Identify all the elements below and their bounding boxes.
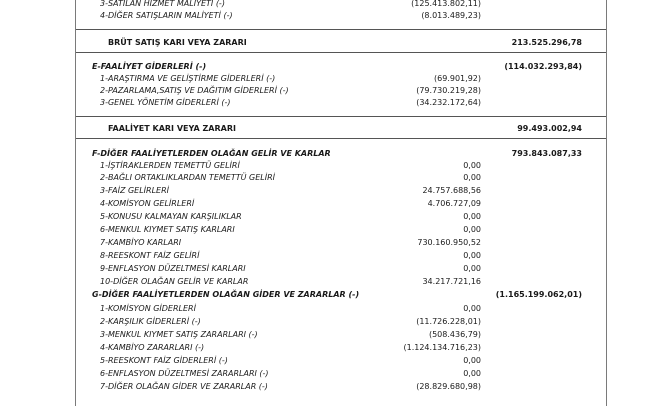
statement-row [76,224,606,236]
row-sub-amount: 0,00 [463,225,481,234]
row-sub-amount: 0,00 [463,304,481,313]
row-total-amount: 213.525.296,78 [511,38,582,47]
statement-row [76,97,606,109]
row-label: 4-DİĞER SATIŞLARIN MALİYETİ (-) [100,11,233,20]
row-label: 8-REESKONT FAİZ GELİRİ [100,251,200,260]
row-label: 3-SATILAN HİZMET MALİYETİ (-) [100,0,225,8]
section-divider [76,138,606,139]
row-sub-amount: (28.829.680,98) [416,382,481,391]
row-sub-amount: 730.160.950,52 [417,238,481,247]
row-sub-amount: (34.232.172,64) [416,98,481,107]
row-sub-amount: 0,00 [463,161,481,170]
statement-row [76,355,606,367]
row-label: 3-GENEL YÖNETİM GİDERLERİ (-) [100,98,231,107]
row-sub-amount: (11.726.228,01) [416,317,481,326]
statement-row [76,172,606,184]
row-total-amount: (114.032.293,84) [504,62,582,71]
statement-row [76,0,606,10]
row-sub-amount: (8.013.489,23) [421,11,481,20]
row-sub-amount: 0,00 [463,356,481,365]
row-sub-amount: 0,00 [463,369,481,378]
row-label: 6-MENKUL KIYMET SATIŞ KARLARI [100,225,235,234]
row-total-amount: 99.493.002,94 [517,124,582,133]
row-label: 2-BAĞLI ORTAKLIKLARDAN TEMETTÜ GELİRİ [100,173,275,182]
statement-row [76,211,606,223]
statement-row [76,250,606,262]
row-label: 9-ENFLASYON DÜZELTMESİ KARLARI [100,264,246,273]
section-divider [76,52,606,53]
row-label: 4-KAMBİYO ZARARLARI (-) [100,343,205,352]
row-sub-amount: (1.124.134.716,23) [403,343,481,352]
statement-row [76,368,606,380]
row-sub-amount: 34.217.721,16 [422,277,481,286]
statement-total-row [76,123,606,135]
row-label: E-FAALİYET GİDERLERİ (-) [92,62,207,71]
row-sub-amount: 24.757.688,56 [422,186,481,195]
statement-row [76,10,606,22]
row-label: 4-KOMİSYON GELİRLERİ [100,199,195,208]
row-sub-amount: (79.730.219,28) [416,86,481,95]
row-sub-amount: 4.706.727,09 [427,199,481,208]
row-label: 7-DİĞER OLAĞAN GİDER VE ZARARLAR (-) [100,382,268,391]
statement-row [76,342,606,354]
statement-row [76,85,606,97]
row-total-amount: 793.843.087,33 [511,149,582,158]
row-sub-amount: (125.413.802,11) [411,0,481,8]
statement-section-row [76,148,606,160]
row-label: 1-KOMİSYON GİDERLERİ [100,304,196,313]
row-total-amount: (1.165.199.062,01) [495,290,582,299]
statement-row [76,160,606,172]
row-label: FAALİYET KARI VEYA ZARARI [108,124,236,133]
statement-row [76,329,606,341]
statement-row [76,381,606,393]
statement-row [76,263,606,275]
statement-row [76,276,606,288]
statement-row [76,316,606,328]
row-sub-amount: 0,00 [463,264,481,273]
row-label: 2-KARŞILIK GİDERLERİ (-) [100,317,201,326]
row-sub-amount: 0,00 [463,173,481,182]
statement-row [76,198,606,210]
statement-row [76,73,606,85]
row-sub-amount: (69.901,92) [434,74,481,83]
statement-row [76,185,606,197]
row-label: 3-MENKUL KIYMET SATIŞ ZARARLARI (-) [100,330,258,339]
row-label: 1-İŞTİRAKLERDEN TEMETTÜ GELİRİ [100,161,240,170]
statement-section-row [76,61,606,73]
row-label: 7-KAMBİYO KARLARI [100,238,182,247]
row-label: F-DİĞER FAALİYETLERDEN OLAĞAN GELİR VE KARLAR [92,149,331,158]
row-label: 2-PAZARLAMA,SATIŞ VE DAĞITIM GİDERLERİ (-) [100,86,289,95]
statement-row [76,237,606,249]
section-divider [76,29,606,30]
row-sub-amount: 0,00 [463,212,481,221]
income-statement-page [75,0,607,406]
section-divider [76,116,606,117]
row-sub-amount: 0,00 [463,251,481,260]
row-label: 5-REESKONT FAİZ GİDERLERİ (-) [100,356,228,365]
row-label: 6-ENFLASYON DÜZELTMESİ ZARARLARI (-) [100,369,269,378]
statement-row [76,303,606,315]
row-label: 10-DİĞER OLAĞAN GELİR VE KARLAR [100,277,249,286]
statement-total-row [76,37,606,49]
statement-section-row [76,289,606,301]
row-label: 1-ARAŞTIRMA VE GELİŞTİRME GİDERLERİ (-) [100,74,276,83]
row-label: BRÜT SATIŞ KARI VEYA ZARARI [108,38,247,47]
row-label: 3-FAİZ GELİRLERİ [100,186,170,195]
row-label: 5-KONUSU KALMAYAN KARŞILIKLAR [100,212,242,221]
row-label: G-DİĞER FAALİYETLERDEN OLAĞAN GİDER VE ZARARLAR (-) [92,290,360,299]
row-sub-amount: (508.436,79) [428,330,481,339]
